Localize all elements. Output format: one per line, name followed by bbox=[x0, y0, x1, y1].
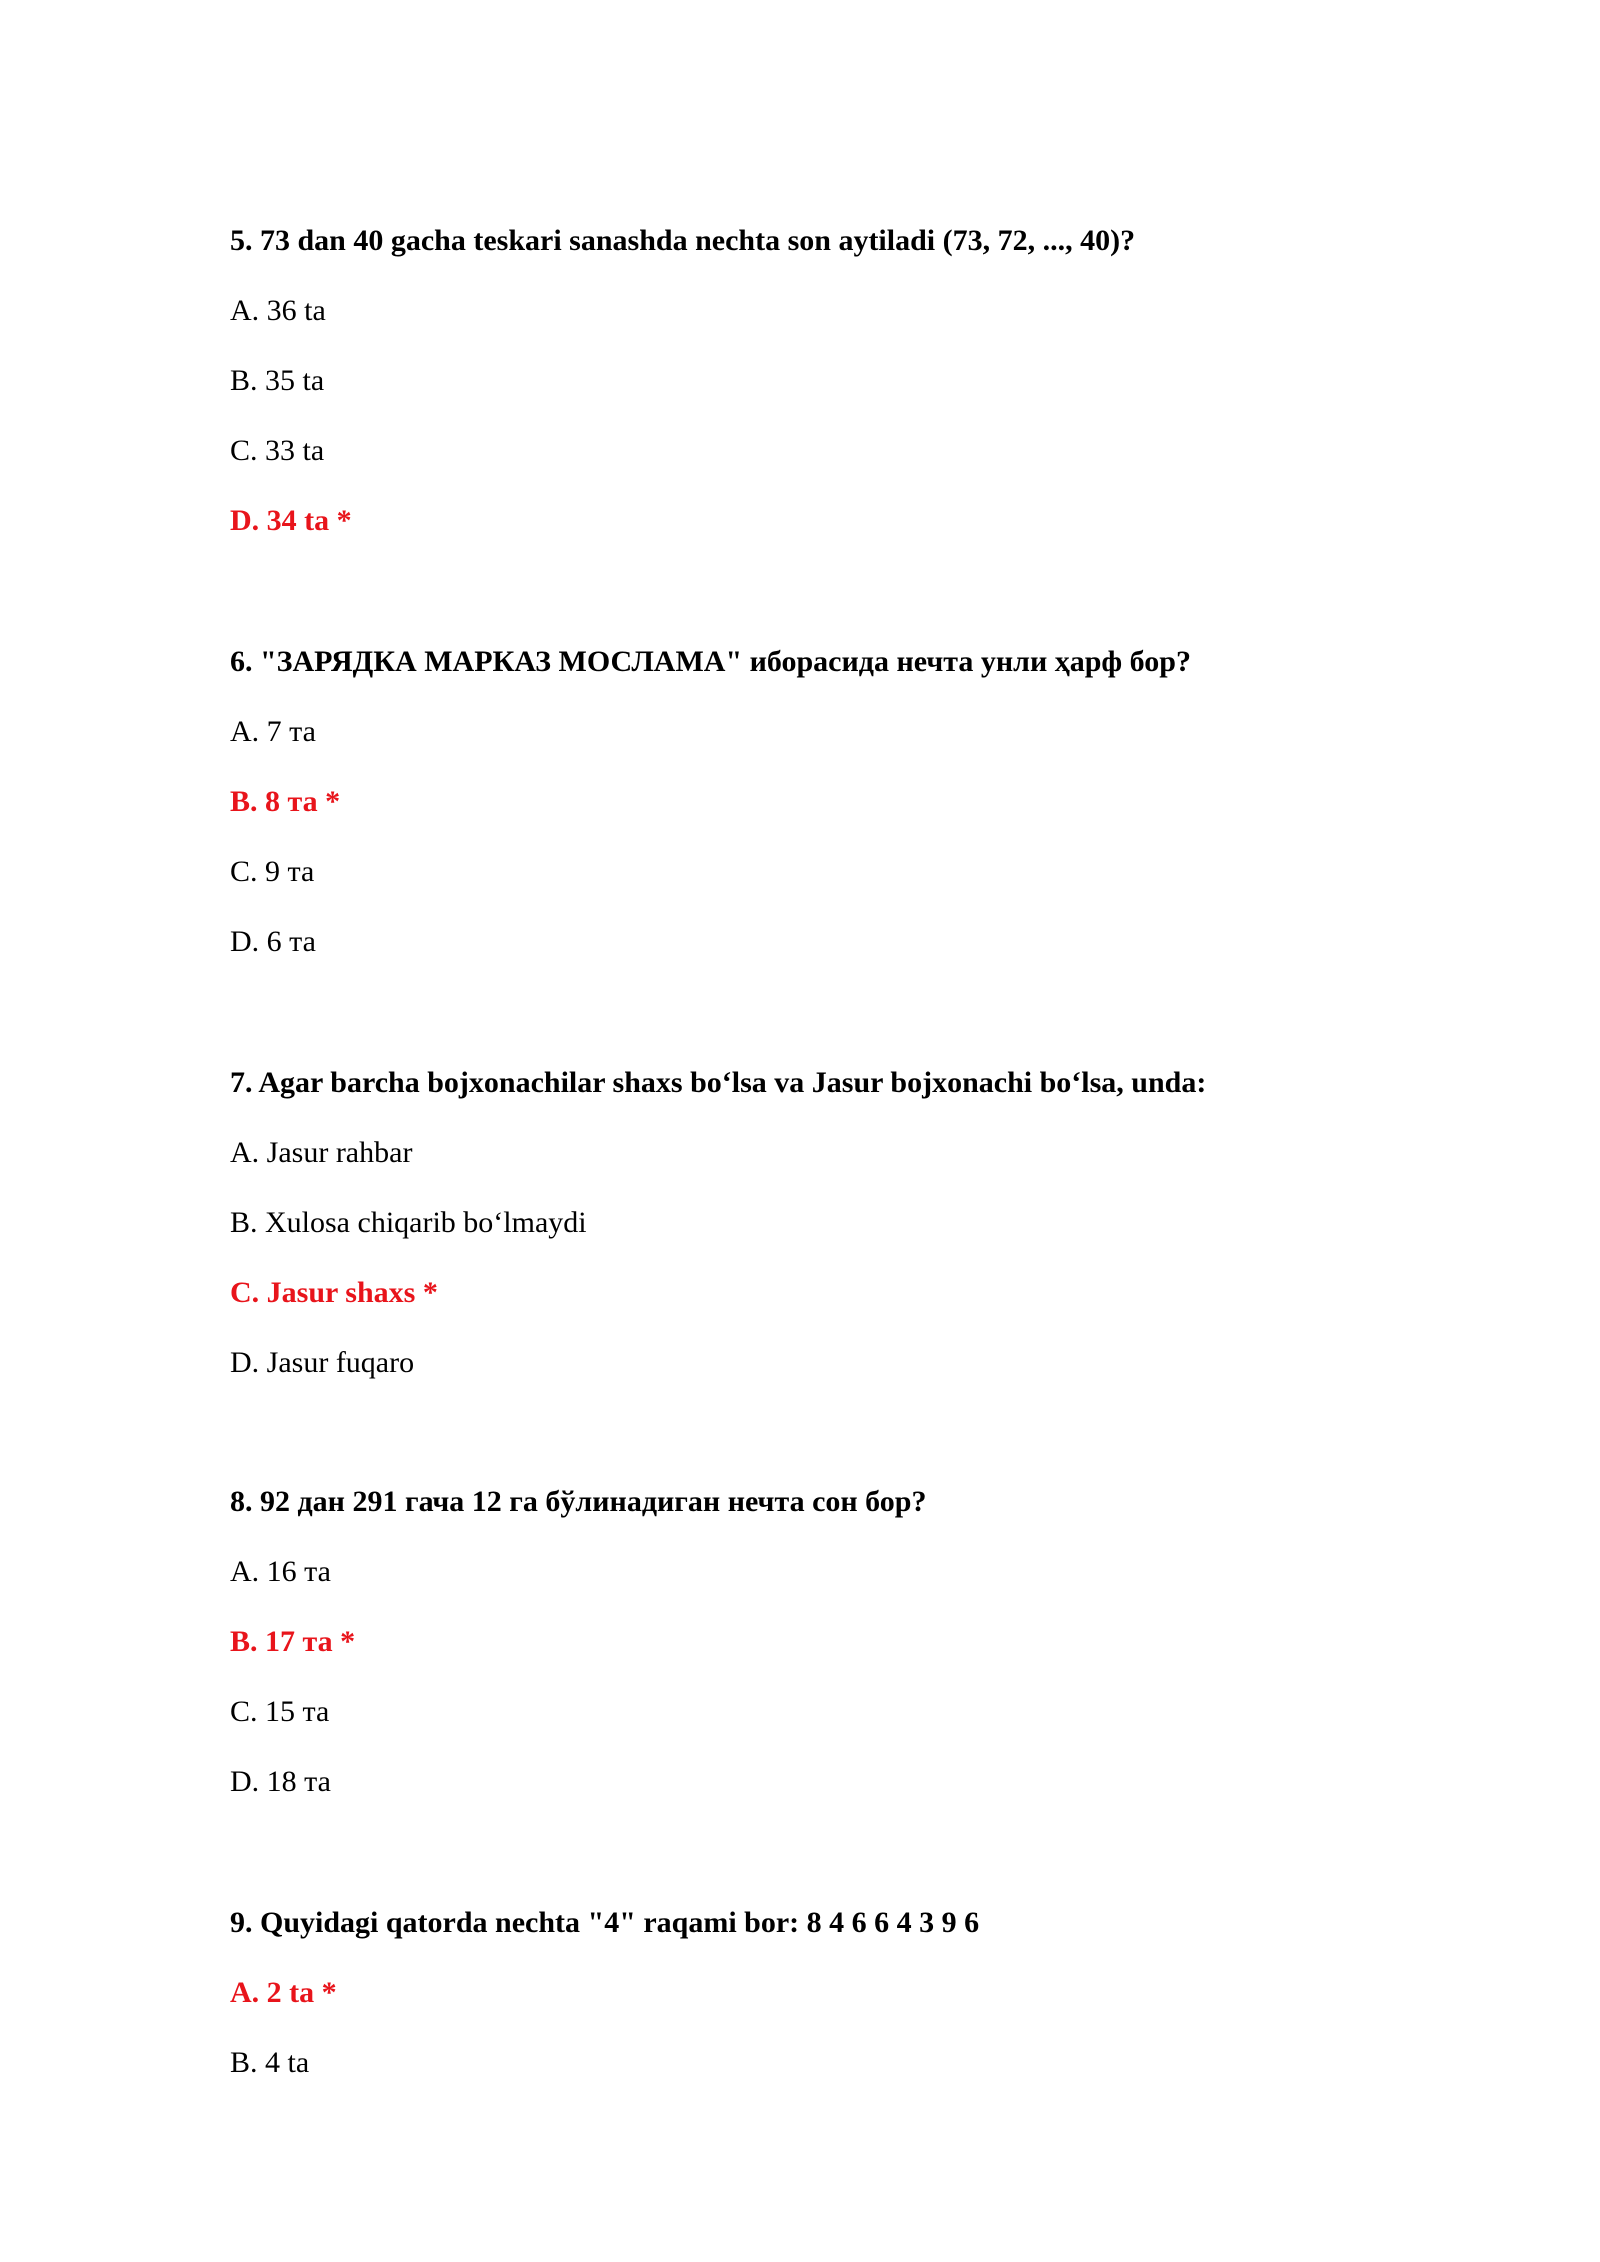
question-text: 8. 92 дан 291 гача 12 га бўлинадиган нечта сон бор? bbox=[230, 1485, 927, 1518]
option-d: D. 6 та bbox=[230, 925, 316, 958]
option-d: D. 18 та bbox=[230, 1765, 331, 1798]
option-c: C. 33 ta bbox=[230, 434, 325, 467]
question-6 bbox=[230, 644, 1430, 994]
option-b: B. Xulosa chiqarib bo‘lmaydi bbox=[230, 1206, 587, 1239]
question-text: 7. Agar barcha bojxonachilar shaxs bo‘lsa va Jasur bojxonachi bo‘lsa, unda: bbox=[230, 1066, 1207, 1099]
option-d: D. Jasur fuqaro bbox=[230, 1346, 415, 1379]
option-a-correct: A. 2 ta * bbox=[230, 1976, 337, 2009]
option-b: B. 4 ta bbox=[230, 2046, 310, 2079]
question-text: 5. 73 dan 40 gacha teskari sanashda nechta son aytiladi (73, 72, ..., 40)? bbox=[230, 224, 1136, 257]
option-c: C. 15 та bbox=[230, 1695, 330, 1728]
option-b: B. 35 ta bbox=[230, 364, 325, 397]
question-9 bbox=[230, 1905, 1430, 2115]
option-d-correct: D. 34 ta * bbox=[230, 504, 352, 537]
option-c-correct: C. Jasur shaxs * bbox=[230, 1276, 438, 1309]
question-8 bbox=[230, 1484, 1430, 1834]
option-a: A. Jasur rahbar bbox=[230, 1136, 413, 1169]
option-a: A. 36 ta bbox=[230, 294, 326, 327]
question-5 bbox=[230, 223, 1430, 573]
option-a: A. 16 та bbox=[230, 1555, 331, 1588]
option-b-correct: B. 8 та * bbox=[230, 785, 341, 818]
option-a: A. 7 та bbox=[230, 715, 316, 748]
question-text: 6. "ЗАРЯДКА МАРКАЗ МОСЛАМА" иборасида нечта унли ҳарф бор? bbox=[230, 645, 1191, 678]
option-c: C. 9 та bbox=[230, 855, 315, 888]
option-b-correct: B. 17 та * bbox=[230, 1625, 356, 1658]
question-text: 9. Quyidagi qatorda nechta "4" raqami bor: 8 4 6 6 4 3 9 6 bbox=[230, 1906, 980, 1939]
question-7 bbox=[230, 1065, 1430, 1415]
